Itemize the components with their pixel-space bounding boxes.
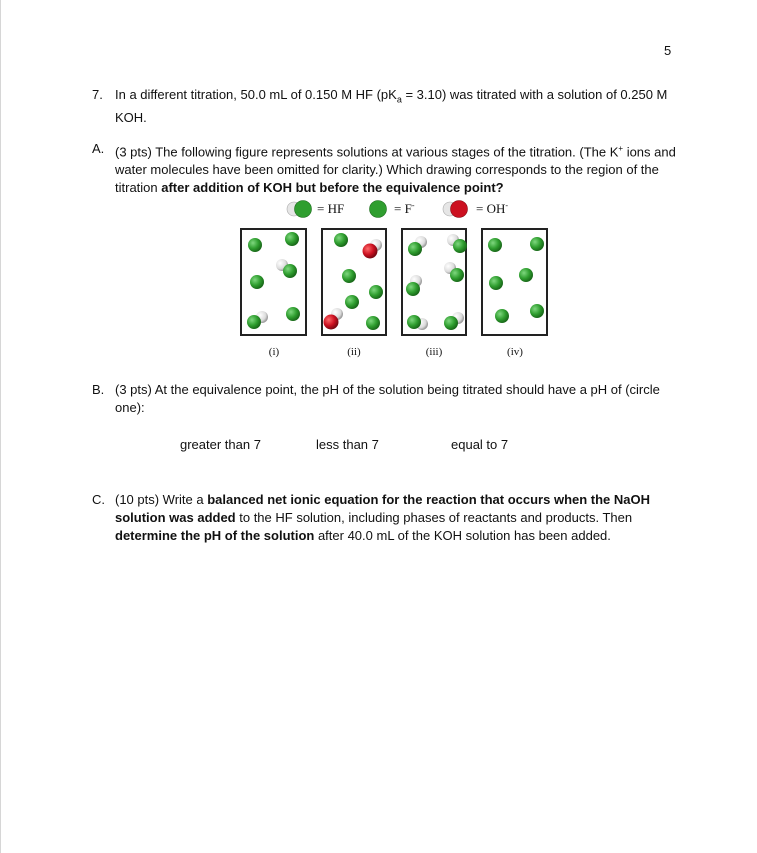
part-c-bold-1: balanced net ionic equation for the reaction that occurs when the NaOH solution was added [115,492,651,525]
choice-less-than-7[interactable]: less than 7 [316,437,379,452]
part-b [92,381,682,417]
fluoride-ion [248,238,262,252]
part-a-text-2: ions and water molecules have been omitted for clarity.) Which drawing corresponds to the region of the titration [115,144,676,196]
legend-oh [440,199,508,219]
hf-molecule [447,234,467,253]
part-c-bold-2: determine the pH of the solution [115,528,315,543]
hf-molecule [444,262,464,282]
part-c [92,491,682,545]
part-b-letter: B. [92,382,105,397]
legend-oh-text: = OH [476,201,506,217]
q7-text-b: = 3.10) was titrated with a solution of 0.250 M KOH. [115,87,668,125]
box-label-ii: (ii) [347,346,361,358]
fluoride-ion [342,269,356,283]
solution-box-ii [322,229,386,335]
legend-oh-sup: - [505,200,509,210]
q7-text-a: In a different titration, 50.0 mL of 0.150 M HF (pK [115,87,397,102]
fluoride-ion [285,232,299,246]
fluoride-ion [530,304,544,318]
fluoride-ion [495,309,509,323]
part-c-text-1: (10 pts) Write a [115,492,208,507]
part-a-text-1: (3 pts) The following figure represents solutions at various stages of the titration. (The K [115,144,619,160]
legend-hf-label: = HF [317,201,345,216]
hf-molecule [276,259,297,278]
part-c-text-3: after 40.0 mL of the KOH solution has been added. [314,528,611,543]
legend [0,199,757,219]
legend-f-label [391,201,414,217]
legend-f-text: = F [394,201,412,217]
hydroxide-ion-icon [440,199,470,219]
box-label-i: (i) [268,346,280,358]
fluoride-ion [489,276,503,290]
solution-box-i [241,229,306,335]
fluoride-ion [488,238,502,252]
legend-oh-label [473,201,508,217]
hf-molecule [406,275,422,296]
hydroxide-ion [324,308,344,330]
hydroxide-ion [363,239,383,259]
hf-molecule [247,311,268,329]
hf-molecule [408,236,427,256]
part-a [92,140,682,197]
solution-box-iv [482,229,547,335]
fluoride-ion [369,285,383,299]
legend-f-sup: - [411,200,415,210]
box-label-iv: (iv) [507,346,523,358]
hf-molecule [444,312,464,330]
fluoride-ion [366,316,380,330]
question-7-text [115,86,682,127]
solution-box-iii [402,229,467,335]
hf-molecule-icon [284,199,314,219]
fluoride-ion [334,233,348,247]
box-label-iii: (iii) [425,346,443,358]
legend-hf [284,199,344,219]
part-a-bold: after addition of KOH but before the equivalence point? [161,180,504,196]
part-a-letter: A. [92,141,105,156]
fluoride-ion [286,307,300,321]
part-c-letter: C. [92,492,105,507]
legend-f [368,199,414,219]
question-7 [92,86,682,127]
part-b-text: (3 pts) At the equivalence point, the pH of the solution being titrated should have a pH of (circle one): [115,382,660,415]
ka-subscript: a [396,94,402,105]
fluoride-ion-icon [368,199,388,219]
part-a-text [115,140,682,197]
k-plus-superscript: + [618,144,624,153]
question-number: 7. [92,87,103,102]
fluoride-ion [250,275,264,289]
choice-equal-to-7[interactable]: equal to 7 [451,437,509,452]
part-c-text [115,491,682,545]
part-c-text-2: to the HF solution, including phases of reactants and products. Then [235,510,633,525]
fluoride-ion [345,295,359,309]
fluoride-ion [530,237,544,251]
fluoride-ion [519,268,533,282]
hf-molecule [407,315,428,330]
choice-greater-than-7[interactable]: greater than 7 [180,437,261,452]
page-edge [0,0,1,853]
page-number: 5 [664,43,672,58]
